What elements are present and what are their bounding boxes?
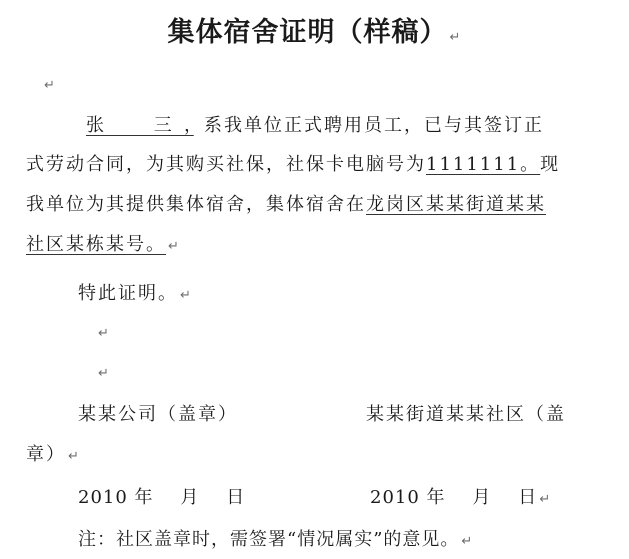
body-line-3 [26, 193, 546, 217]
signature-right-cont-text: 章） [26, 444, 66, 465]
title-text: 集体宿舍证明（样稿） [167, 17, 448, 48]
document-title [0, 10, 629, 49]
signature-right-cont [26, 443, 81, 469]
paragraph-mark-icon: ↵ [44, 78, 55, 93]
note-line [78, 528, 473, 554]
employee-name: 张 三 [86, 115, 194, 136]
body-text: ，系我单位正式聘用员工，已与其签订正 [184, 115, 544, 136]
body-line-2 [26, 153, 560, 177]
dormitory-address-cont: 社区某栋某号。 [26, 234, 166, 255]
body-text: 我单位为其提供集体宿舍，集体宿舍在 [26, 194, 366, 215]
certify-text: 特此证明。 [78, 283, 178, 304]
paragraph-mark-icon: ↵ [180, 288, 193, 303]
paragraph-mark-icon: ↵ [68, 449, 81, 464]
dormitory-address: 龙岗区某某街道某某 [366, 194, 546, 215]
certify-line [78, 282, 193, 308]
paragraph-mark-icon: ↵ [461, 534, 474, 549]
paragraph-mark-icon: ↵ [539, 492, 552, 507]
body-line-1 [78, 114, 544, 138]
paragraph-mark-icon: ↵ [98, 366, 109, 381]
date-left: 2010 年 月 日 [78, 487, 246, 508]
paragraph-mark-icon: ↵ [449, 30, 462, 45]
paragraph-mark-icon: ↵ [98, 326, 109, 341]
body-text: 式劳动合同，为其购买社保，社保卡电脑号为 [26, 154, 426, 175]
paragraph-mark-icon: ↵ [168, 239, 181, 254]
date-right-text: 2010 年 月 日 [370, 487, 538, 508]
signature-left: 某某公司（盖章） [78, 404, 238, 425]
body-line-4 [26, 233, 181, 259]
date-right [370, 486, 551, 512]
social-security-number: 1111111。 [426, 154, 541, 175]
body-text: 现 [540, 154, 561, 175]
note-text: 注：社区盖章时，需签署“情况属实”的意见。 [78, 529, 460, 550]
signature-right: 某某街道某某社区（盖 [366, 404, 566, 425]
